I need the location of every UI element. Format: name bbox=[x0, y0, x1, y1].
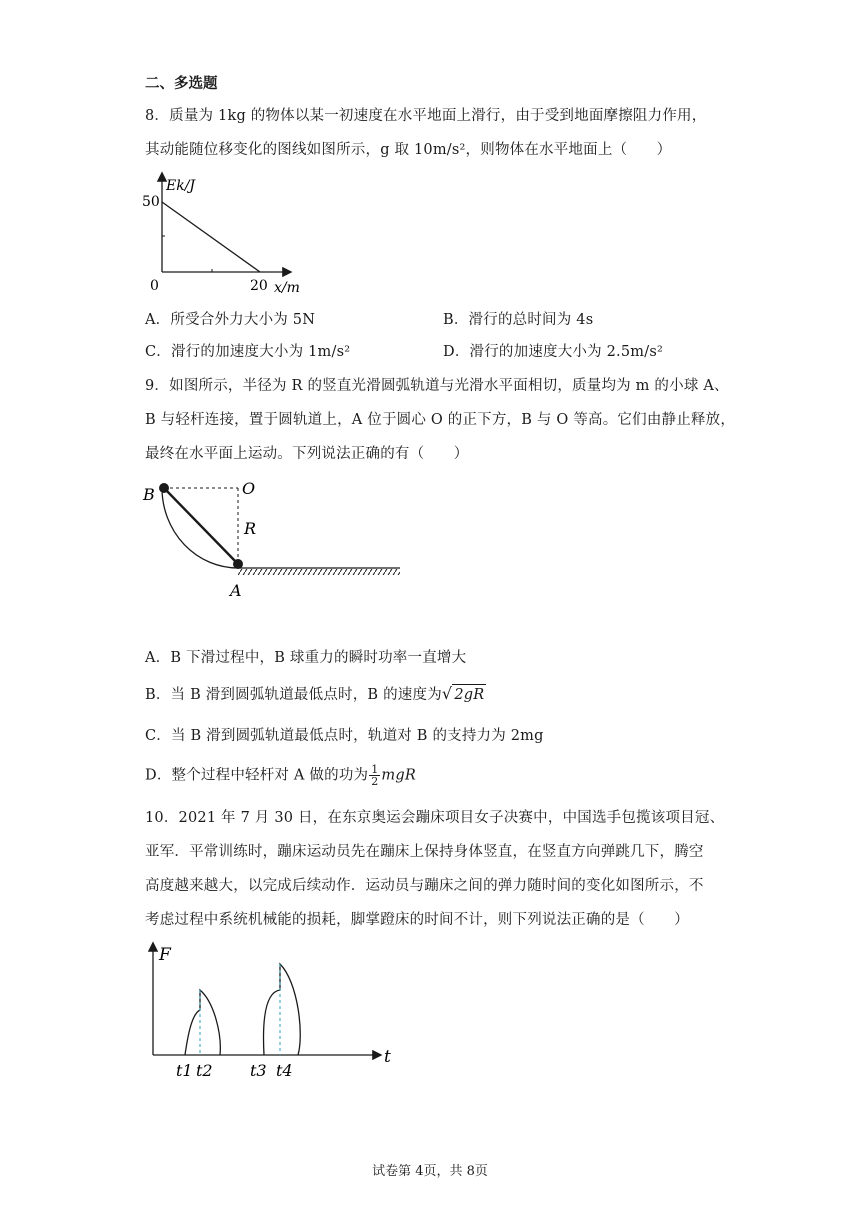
x-axis-label: t bbox=[384, 1047, 391, 1067]
t2-label: t2 bbox=[196, 1061, 213, 1080]
q9-option-a: A．B 下滑过程中，B 球重力的瞬时功率一直增大 bbox=[145, 650, 467, 666]
q9-line3: 最终在水平面上运动。下列说法正确的有（ ） bbox=[145, 446, 469, 462]
q9-line2: B 与轻杆连接，置于圆轨道上，A 位于圆心 O 的正下方，B 与 O 等高。它们由静止释放， bbox=[145, 412, 736, 428]
q8-option-d: D．滑行的加速度大小为 2.5m/s² bbox=[443, 344, 663, 360]
ball-b bbox=[159, 483, 169, 493]
q10-line3: 高度越来越大，以完成后续动作．运动员与蹦床之间的弹力随时间的变化如图所示，不 bbox=[145, 878, 704, 894]
q10-force-time-graph bbox=[140, 938, 390, 1088]
y-axis-label: Ek/J bbox=[166, 178, 196, 194]
q8-option-b: B．滑行的总时间为 4s bbox=[443, 312, 594, 328]
q10-line4: 考虑过程中系统机械能的损耗，脚掌蹬床的时间不计，则下列说法正确的是（ ） bbox=[145, 912, 689, 928]
label-b: B bbox=[143, 485, 155, 504]
q9-line1: 9．如图所示，半径为 R 的竖直光滑圆弧轨道与光滑水平面相切，质量均为 m 的小球 A、 bbox=[145, 378, 729, 394]
page-footer: 试卷第 4页，共 8页 bbox=[372, 1164, 488, 1179]
t4-label: t4 bbox=[276, 1061, 293, 1080]
y-tick-label: 50 bbox=[142, 194, 160, 210]
q9-option-b-text: B．当 B 滑到圆弧轨道最低点时，B 的速度为 bbox=[145, 687, 442, 703]
fraction: $\frac{1}{2}$ bbox=[371, 763, 379, 788]
q10-line1: 10．2021 年 7 月 30 日，在东京奥运会蹦床项目女子决赛中，中国选手包揽该项目冠、 bbox=[145, 810, 725, 826]
q8-line2: 其动能随位移变化的图线如图所示，g 取 10m/s²，则物体在水平地面上（ ） bbox=[145, 142, 672, 158]
section-title: 二、多选题 bbox=[145, 76, 218, 92]
q9-option-c: C．当 B 滑到圆弧轨道最低点时，轨道对 B 的支持力为 2mg bbox=[145, 728, 544, 744]
origin-label: 0 bbox=[150, 278, 159, 294]
arc-track bbox=[162, 488, 238, 568]
q9-option-b-math: 2gR bbox=[452, 684, 486, 705]
q9-option-d-suffix: mgR bbox=[381, 767, 416, 784]
q8-ek-x-graph bbox=[140, 168, 310, 298]
label-o: O bbox=[242, 479, 256, 498]
force-pulse-2 bbox=[264, 964, 301, 1055]
ground-hatching bbox=[238, 569, 400, 575]
q9-option-d-text: D．整个过程中轻杆对 A 做的功为 bbox=[145, 767, 369, 784]
label-a: A bbox=[230, 581, 242, 600]
x-tick-label: 20 bbox=[250, 278, 268, 294]
q10-line2: 亚军．平常训练时，蹦床运动员先在蹦床上保持身体竖直，在竖直方向弹跳几下，腾空 bbox=[145, 844, 704, 860]
t3-label: t3 bbox=[250, 1061, 267, 1080]
force-pulse-1 bbox=[185, 990, 220, 1055]
y-axis-label: F bbox=[159, 945, 171, 965]
q9-option-d bbox=[145, 764, 416, 787]
q8-option-a: A．所受合外力大小为 5N bbox=[145, 312, 316, 328]
light-rod bbox=[164, 488, 238, 564]
x-axis-label: x/m bbox=[274, 280, 300, 296]
ball-a bbox=[233, 559, 243, 569]
q8-option-c: C．滑行的加速度大小为 1m/s² bbox=[145, 344, 351, 360]
label-r: R bbox=[244, 519, 257, 538]
q8-line1: 8．质量为 1kg 的物体以某一初速度在水平地面上滑行，由于受到地面摩擦阻力作用， bbox=[145, 108, 707, 124]
q9-option-b: B．当 B 滑到圆弧轨道最低点时，B 的速度为√ 2gR bbox=[145, 684, 485, 703]
ek-line-series bbox=[162, 202, 260, 272]
q9-arc-track-figure bbox=[140, 476, 410, 606]
t1-label: t1 bbox=[176, 1061, 193, 1080]
